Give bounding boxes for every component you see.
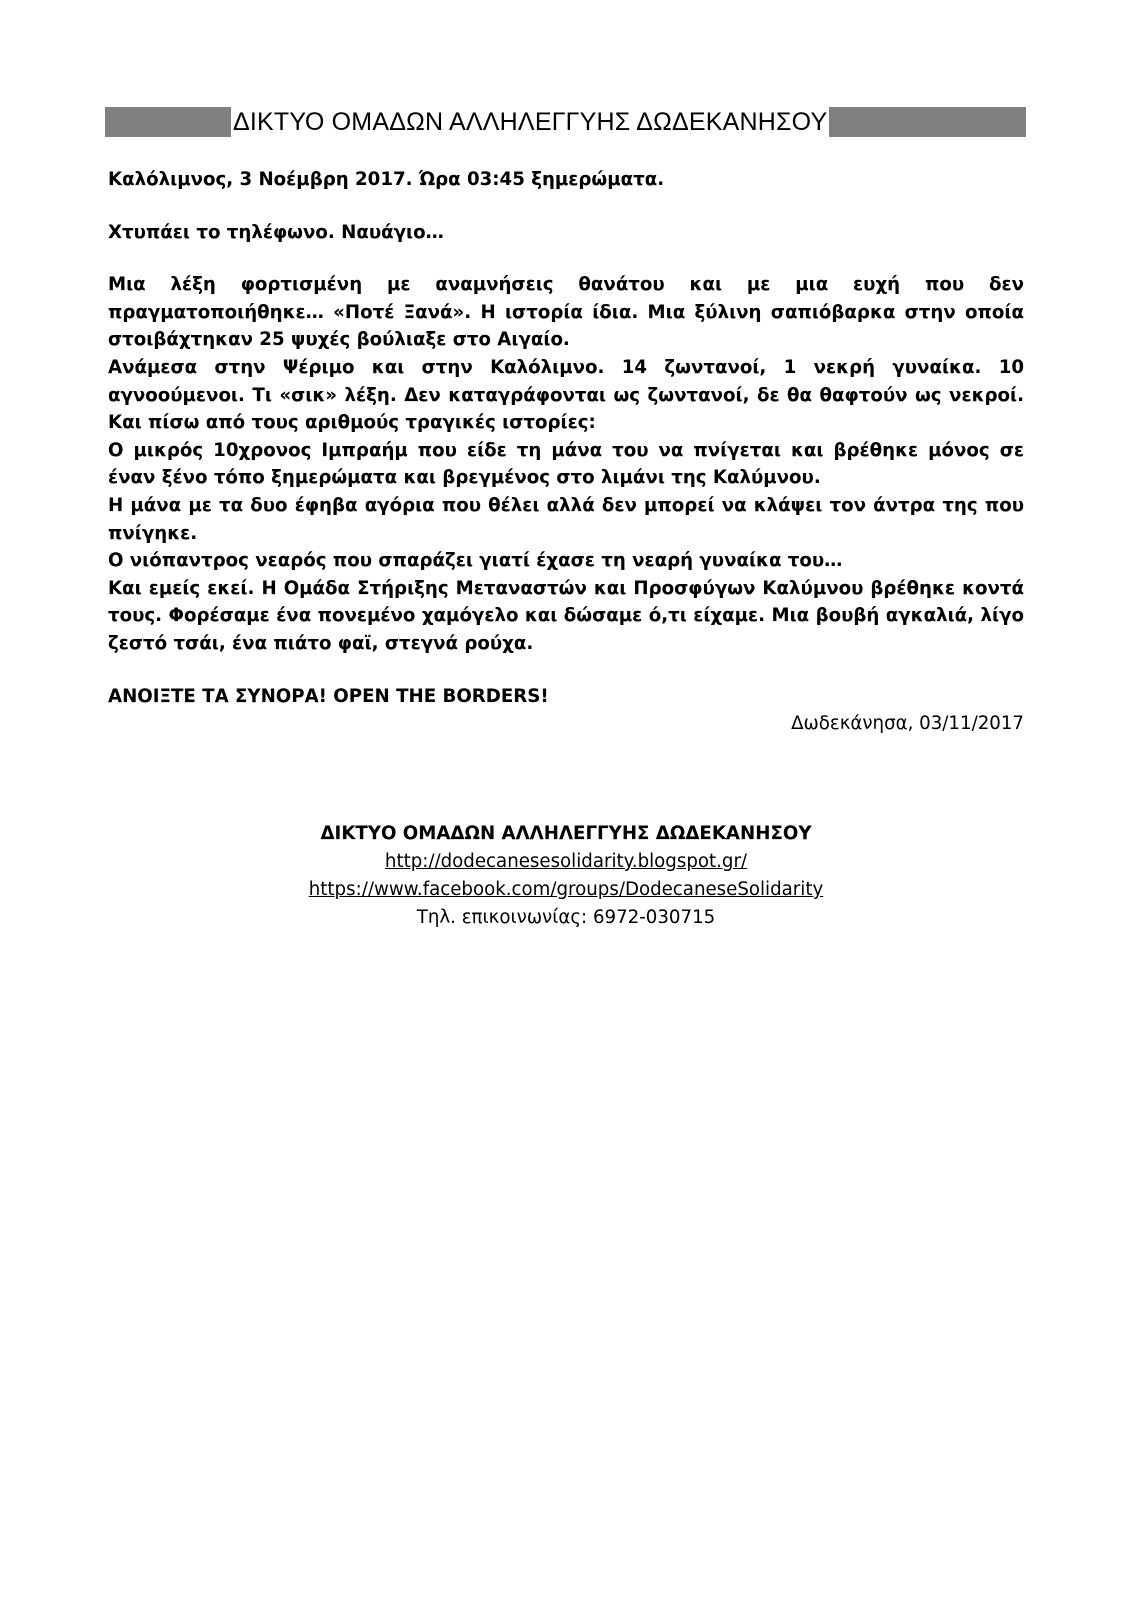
paragraph-5: Ο νιόπαντρος νεαρός που σπαράζει γιατί έχασε τη νεαρή γυναίκα του… bbox=[108, 550, 843, 572]
paragraph-4: Η μάνα με τα δυο έφηβα αγόρια που θέλει αλλά δεν μπορεί να κλάψει τον άντρα της που πνίγηκε. bbox=[108, 494, 1024, 544]
paragraph-1: Μια λέξη φορτισμένη με αναμνήσεις θανάτου και με μια ευχή που δεν πραγματοποιήθηκε… «Ποτέ Ξανά». Η ιστορία ίδια. Μια ξύλινη σαπιόβαρκα στην οποία στοιβάχτηκαν 25 ψυχές βούλιαξε στο Αιγαίο. bbox=[108, 274, 1024, 351]
paragraph-6: Και εμείς εκεί. Η Ομάδα Στήριξης Μεταναστών και Προσφύγων Καλύμνου βρέθηκε κοντά τους. Φορέσαμε ένα πονεμένο χαμόγελο και δώσαμε ό,τι είχαμε. Μια βουβή αγκαλιά, λίγο ζεστό τσάι, ένα πιάτο φαϊ, στεγνά ρούχα. bbox=[108, 577, 1024, 654]
header-title: ΔΙΚΤΥΟ ΟΜΑΔΩΝ ΑΛΛΗΛΕΓΓΥΗΣ ΔΩΔΕΚΑΝΗΣΟΥ bbox=[233, 108, 828, 136]
footer bbox=[108, 820, 1024, 932]
header-banner bbox=[105, 107, 1026, 137]
paragraph-2: Ανάμεσα στην Ψέριμο και στην Καλόλιμνο. 14 ζωντανοί, 1 νεκρή γυναίκα. 10 αγνοούμενοι. Τι «σικ» λέξη. Δεν καταγράφονται ως ζωντανοί, δε θα θαφτούν ως νεκροί. Και πίσω από τους αριθμούς τραγικές ιστορίες: bbox=[108, 356, 1024, 434]
footer-org-name: ΔΙΚΤΥΟ ΟΜΑΔΩΝ ΑΛΛΗΛΕΓΓΥΗΣ ΔΩΔΕΚΑΝΗΣΟΥ bbox=[320, 823, 812, 844]
header-right-bar bbox=[829, 107, 1026, 137]
slogan: ΑΝΟΙΞΤΕ ΤΑ ΣΥΝΟΡΑ! OPEN THE BORDERS! bbox=[108, 685, 549, 707]
phone-line: Χτυπάει το τηλέφωνο. Ναυάγιο… bbox=[108, 221, 444, 243]
header-left-bar bbox=[105, 107, 231, 137]
blog-link[interactable]: http://dodecanesesolidarity.blogspot.gr/ bbox=[384, 851, 748, 872]
document-body bbox=[108, 166, 1024, 738]
paragraph-3: Ο μικρός 10χρονος Ιμπραήμ που είδε τη μάνα του να πνίγεται και βρέθηκε μόνος σε έναν ξένο τόπο ξημερώματα και βρεγμένος στο λιμάνι της Καλύμνου. bbox=[108, 439, 1024, 489]
dateline: Καλόλιμνος, 3 Νοέμβρη 2017. Ώρα 03:45 ξημερώματα. bbox=[108, 169, 665, 190]
signature-date: Δωδεκάνησα, 03/11/2017 bbox=[791, 713, 1024, 735]
contact-phone: Τηλ. επικοινωνίας: 6972-030715 bbox=[416, 907, 716, 928]
facebook-link[interactable]: https://www.facebook.com/groups/DodecaneseSolidarity bbox=[308, 879, 824, 900]
